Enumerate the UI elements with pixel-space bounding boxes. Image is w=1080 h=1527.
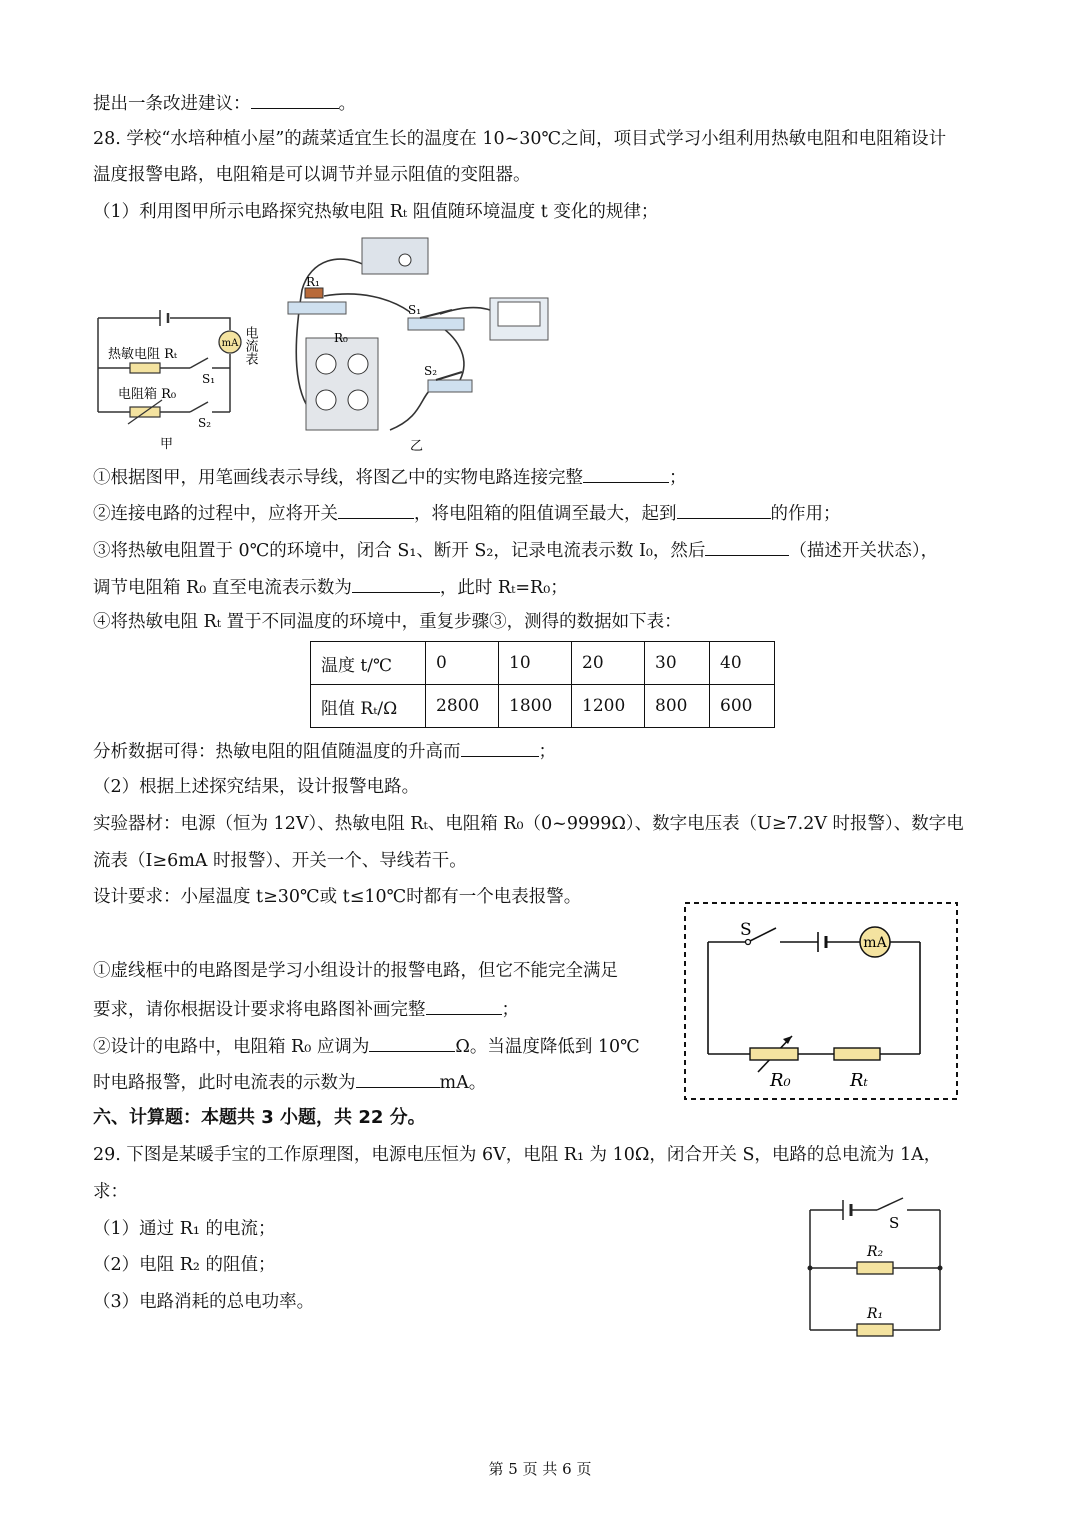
q28-2-1a: ①虚线框中的电路图是学习小组设计的报警电路，但它不能完全满足 [93,961,618,981]
step-text: mA。 [439,1073,487,1093]
step-text: ，将电阻箱的阻值调至最大，起到 [414,504,677,524]
s2-label: S₂ [198,416,212,430]
step-text: Ω。当温度降低到 10℃ [455,1037,640,1057]
s1-label: S₁ [408,303,422,317]
figure-jia-circuit [90,300,280,460]
answer-blank[interactable] [677,501,771,519]
step-text: （描述开关状态）， [789,541,939,561]
r0-resistor [750,1048,798,1060]
q29-item-2: （2）电阻 R₂ 的阻值； [93,1255,276,1275]
ma-meter-label: mA [863,935,887,951]
answer-blank[interactable] [356,1070,440,1088]
answer-blank[interactable] [251,91,339,109]
q29-intro-1: 29. 下图是某暖手宝的工作原理图，电源电压恒为 6V，电阻 R₁ 为 10Ω，闭合开关 S，电路的总电流为 1A， [93,1145,942,1165]
q28-part2: （2）根据上述探究结果，设计报警电路。 [93,777,420,797]
rt-label: Rₜ [850,1070,868,1091]
table-cell: 30 [645,642,710,685]
r0-label: R₀ [770,1070,791,1091]
s2-label: S₂ [424,364,438,378]
table-cell: 800 [645,685,710,728]
switch-s-label: S [889,1214,900,1232]
punct: ； [501,1000,519,1020]
resistance-box-label: 电阻箱 R₀ [118,387,177,402]
step-text: ①根据图甲，用笔画线表示导线，将图乙中的实物电路连接完整 [93,468,583,488]
r0-label: R₀ [334,331,348,345]
punct: 。 [338,94,356,114]
table-row [311,685,775,728]
table-cell: 20 [572,642,645,685]
q28-step4: ④将热敏电阻 Rₜ 置于不同温度的环境中，重复步骤③，测得的数据如下表： [93,612,682,632]
table-cell: 1200 [572,685,645,728]
q28-intro-1: 28. 学校“水培种植小屋”的蔬菜适宜生长的温度在 10~30℃之间，项目式学习小组利用热敏电阻和电阻箱设计 [93,129,947,149]
answer-blank[interactable] [705,538,789,556]
q28-step2 [93,501,841,525]
power-supply [362,238,428,274]
table-cell: 2800 [426,685,499,728]
table-row [311,642,775,685]
answer-blank[interactable] [369,1034,455,1052]
q29-item-3: （3）电路消耗的总电功率。 [93,1292,315,1312]
table-cell: 600 [710,685,775,728]
section-6-heading: 六、计算题：本题共 3 小题，共 22 分。 [93,1107,426,1128]
switch-s2-device [428,380,472,392]
q28-materials-1: 实验器材：电源（恒为 12V）、热敏电阻 Rₜ、电阻箱 R₀（0~9999Ω）、数字电压表（U≥7.2V 时报警）、数字电 [93,814,964,834]
table-cell: 温度 t/℃ [311,642,426,685]
table-cell: 阻值 Rₜ/Ω [311,685,426,728]
step-text: ③将热敏电阻置于 0℃的环境中，闭合 S₁、断开 S₂，记录电流表示数 I₀，然后 [93,541,706,561]
r1-resistor [857,1324,893,1336]
step-text: 分析数据可得：热敏电阻的阻值随温度的升高而 [93,742,461,762]
figure-yi-apparatus [280,230,560,458]
q29-intro-2: 求： [93,1182,128,1202]
answer-blank[interactable] [461,739,539,757]
data-table [310,641,775,728]
table-cell: 10 [499,642,572,685]
rt-resistor [834,1048,880,1060]
ammeter-label: 电流表 [242,326,258,365]
page-footer: 第 5 页 共 6 页 [488,1460,592,1478]
q28-requirement: 设计要求：小屋温度 t≥30℃或 t≤10℃时都有一个电表报警。 [93,887,582,907]
switch-s1-device [408,318,464,330]
q28-intro-2: 温度报警电路，电阻箱是可以调节并显示阻值的变阻器。 [93,165,531,185]
step-text: ，此时 Rₜ=R₀； [439,578,568,598]
r2-resistor [857,1262,893,1274]
q28-part1: （1）利用图甲所示电路探究热敏电阻 Rₜ 阻值随环境温度 t 变化的规律； [93,202,659,222]
q28-materials-2: 流表（I≥6mA 时报警）、开关一个、导线若干。 [93,851,467,871]
answer-blank[interactable] [338,501,414,519]
ma-label: mA [221,338,239,349]
answer-blank[interactable] [352,575,440,593]
q28-2-1b [93,997,519,1021]
step-text: 调节电阻箱 R₀ 直至电流表示数为 [93,578,352,598]
prompt-text: 提出一条改进建议： [93,94,251,114]
q28-step3b [93,575,568,599]
table-cell: 1800 [499,685,572,728]
thermistor-device [305,288,323,298]
q28-analysis [93,739,556,763]
punct: ； [538,742,556,762]
q29-item-1: （1）通过 R₁ 的电流； [93,1219,276,1239]
step-text: ②设计的电路中，电阻箱 R₀ 应调为 [93,1037,370,1057]
resistance-box-device [306,338,378,430]
answer-blank[interactable] [426,997,502,1015]
q28-step3a [93,538,938,562]
r2-label: R₂ [867,1244,884,1260]
step-text: ②连接电路的过程中，应将开关 [93,504,338,524]
switch-s-label: S [740,920,752,940]
q29-circuit [805,1192,947,1338]
q28-2-2a [93,1034,640,1058]
r1-label: R₁ [306,275,320,289]
punct: ； [669,468,687,488]
step-text: 要求，请你根据设计要求将电路图补画完整 [93,1000,426,1020]
step-text: 的作用； [770,504,841,524]
thermistor-resistor [130,363,160,373]
s1-label: S₁ [202,372,216,386]
answer-blank[interactable] [583,465,669,483]
table-cell: 0 [426,642,499,685]
q28-step1 [93,465,687,489]
alarm-circuit-box [684,902,958,1102]
thermistor-label: 热敏电阻 Rₜ [108,347,178,362]
r1-label: R₁ [867,1306,884,1322]
table-cell: 40 [710,642,775,685]
step-text: 时电路报警，此时电流表的示数为 [93,1073,356,1093]
figure-caption-jia: 甲 [160,437,174,452]
q28-2-2b [93,1070,486,1094]
figure-caption-yi: 乙 [410,439,424,454]
prev-suggestion-line [93,91,356,115]
